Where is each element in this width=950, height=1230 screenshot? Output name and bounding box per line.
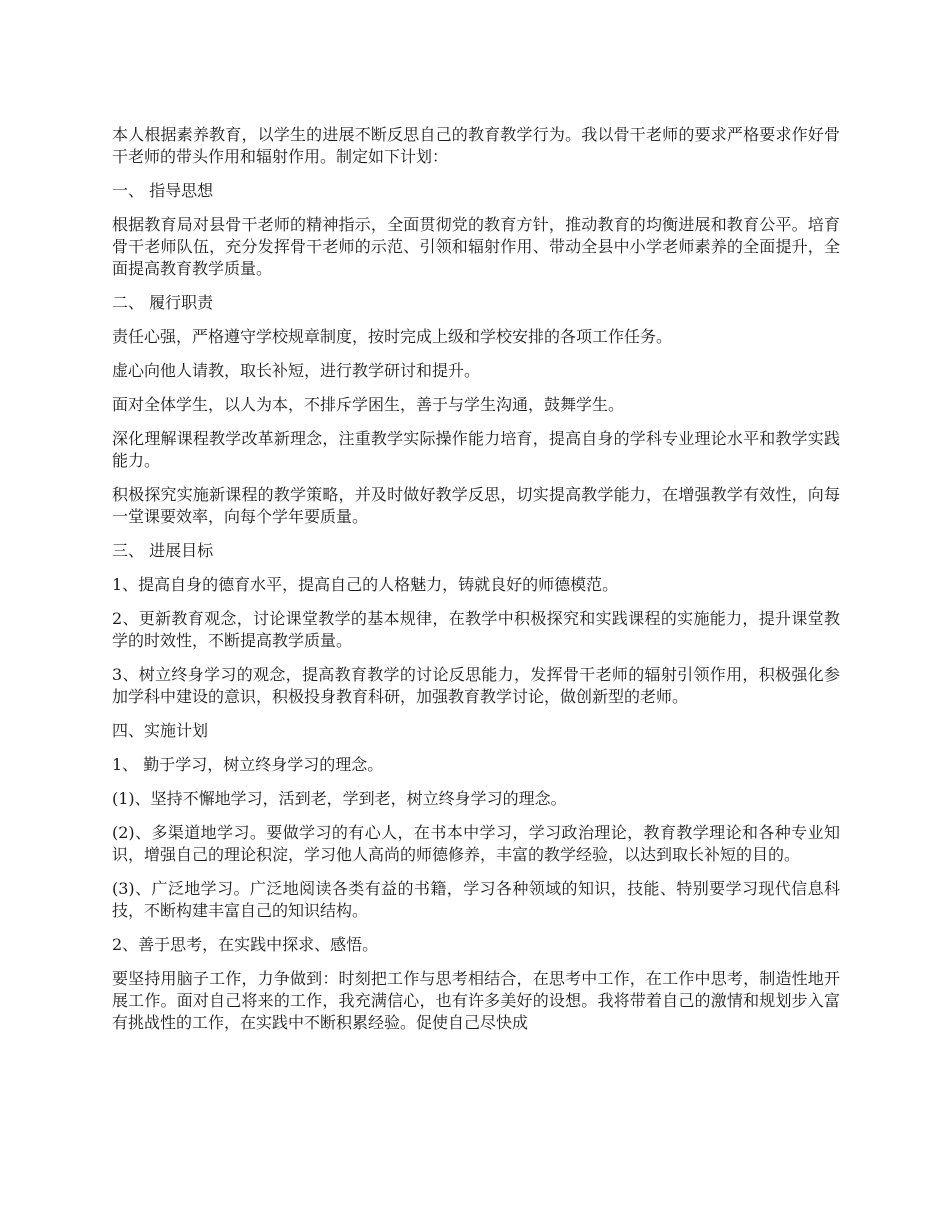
section-heading-goals: 三、 进展目标 bbox=[112, 541, 214, 560]
document-body bbox=[112, 124, 840, 1046]
plan-item: 1、 勤于学习，树立终身学习的理念。 bbox=[112, 755, 384, 774]
goal-paragraph: 1、提高自身的德育水平，提高自己的人格魅力，铸就良好的师德模范。 bbox=[112, 575, 619, 594]
plan-paragraph: 要坚持用脑子工作，力争做到：时刻把工作与思考相结合，在思考中工作，在工作中思考，制造性地开展工作。面对自己将来的工作，我充满信心，也有许多美好的设想。我将带着自己的激情和规划步入富有挑战性的工作，在实践中不断积累经验。促使自己尽快成 bbox=[112, 969, 840, 1032]
duty-paragraph: 深化理解课程教学改革新理念，注重教学实际操作能力培育，提高自身的学科专业理论水平和教学实践能力。 bbox=[112, 429, 840, 470]
plan-item: 2、善于思考，在实践中探求、感悟。 bbox=[112, 935, 379, 954]
plan-subitem: (1)、坚持不懈地学习，活到老，学到老，树立终身学习的理念。 bbox=[112, 789, 567, 808]
goal-paragraph: 3、树立终身学习的观念，提高教育教学的讨论反思能力，发挥骨干老师的辐射引领作用，积极强化参加学科中建设的意识，积极投身教育科研，加强教育教学讨论，做创新型的老师。 bbox=[112, 665, 840, 706]
section-heading-duties: 二、 履行职责 bbox=[112, 293, 214, 312]
plan-subitem: (3)、广泛地学习。广泛地阅读各类有益的书籍，学习各种领域的知识，技能、特别要学习现代信息科技，不断构建丰富自己的知识结构。 bbox=[112, 879, 840, 920]
guiding-thought-paragraph: 根据教育局对县骨干老师的精神指示，全面贯彻党的教育方针，推动教育的均衡进展和教育公平。培育骨干老师队伍，充分发挥骨干老师的示范、引领和辐射作用、带动全县中小学老师素养的全面提升，全面提高教育教学质量。 bbox=[112, 215, 840, 278]
plan-subitem: (2)、多渠道地学习。要做学习的有心人，在书本中学习，学习政治理论，教育教学理论和各种专业知识，增强自己的理论积淀，学习他人高尚的师德修养，丰富的教学经验，以达到取长补短的目的。 bbox=[112, 823, 840, 864]
duty-paragraph: 面对全体学生，以人为本，不排斥学困生，善于与学生沟通，鼓舞学生。 bbox=[112, 395, 625, 414]
duty-paragraph: 积极探究实施新课程的教学策略，并及时做好教学反思，切实提高教学能力，在增强教学有效性，向每一堂课要效率，向每个学年要质量。 bbox=[112, 485, 840, 526]
section-heading-guiding-thought: 一、 指导思想 bbox=[112, 181, 214, 200]
duty-paragraph: 责任心强，严格遵守学校规章制度，按时完成上级和学校安排的各项工作任务。 bbox=[112, 327, 673, 346]
duty-paragraph: 虚心向他人请教，取长补短，进行教学研讨和提升。 bbox=[112, 361, 481, 380]
section-heading-plan: 四、实施计划 bbox=[112, 721, 209, 740]
intro-paragraph: 本人根据素养教育，以学生的进展不断反思自己的教育教学行为。我以骨干老师的要求严格要求作好骨干老师的带头作用和辐射作用。制定如下计划： bbox=[112, 125, 840, 166]
goal-paragraph: 2、更新教育观念，讨论课堂教学的基本规律，在教学中积极探究和实践课程的实施能力，提升课堂教学的时效性，不断提高教学质量。 bbox=[112, 609, 840, 650]
